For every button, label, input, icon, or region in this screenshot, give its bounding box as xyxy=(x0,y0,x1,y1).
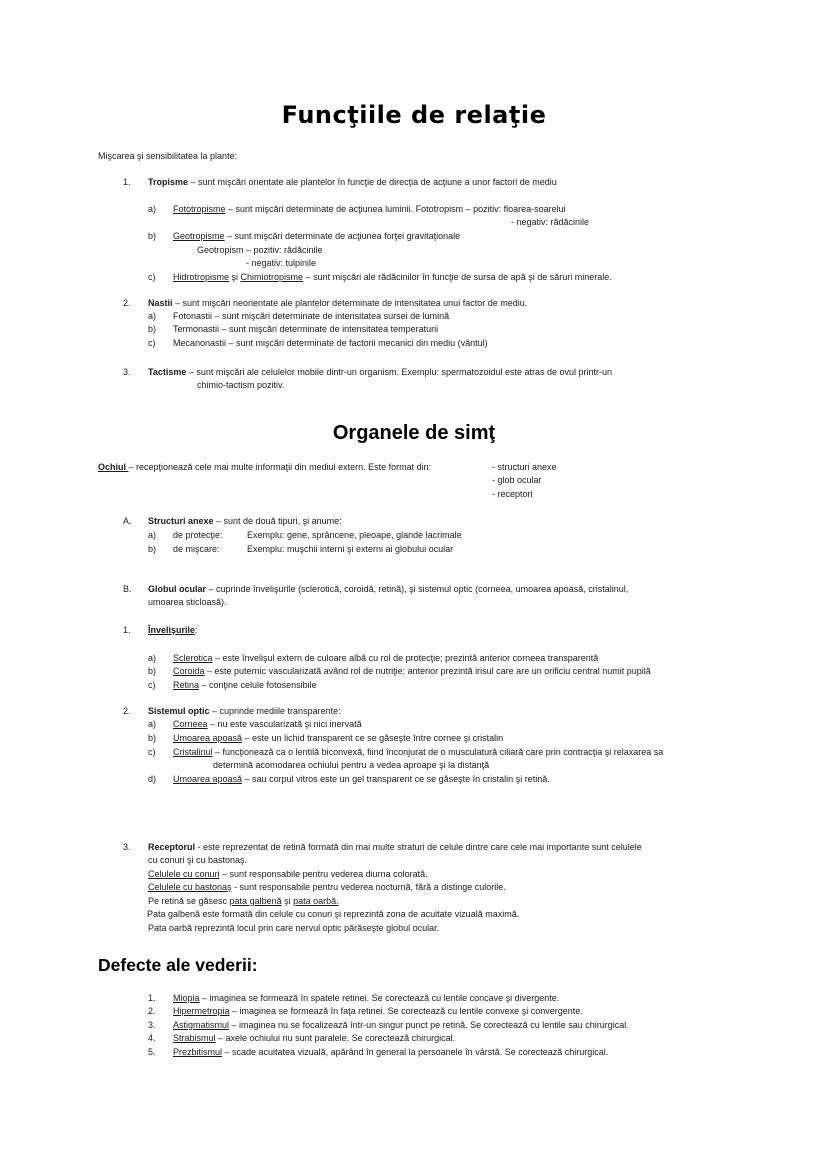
text-span: – sau corpul vitros este un gel transparent ce se găseşte în cristalin şi retină. xyxy=(242,774,550,784)
list-marker: d) xyxy=(148,774,157,784)
text-line xyxy=(173,543,220,555)
text-span: – sunt mişcări determinate de acţiunea luminii. Fototropism – pozitiv: floarea-soarelui xyxy=(225,204,566,214)
text-span: – sunt mişcări ale rădăcinilor în funcţie de sursa de apă şi de săruri minerale. xyxy=(303,272,612,282)
text-span: – sunt mişcări orientate ale plantelor în funcţie de direcţia de acţiune a unor factori de mediu xyxy=(188,177,557,187)
text-line xyxy=(173,310,449,322)
text-span: - negativ: tulpinile xyxy=(246,258,317,268)
text-line xyxy=(173,323,438,335)
bold-term: Nastii xyxy=(148,298,173,308)
underlined-term: Celulele cu conuri xyxy=(148,869,220,879)
text-span: - structuri anexe xyxy=(492,462,557,472)
text-line xyxy=(148,596,227,608)
text-line xyxy=(173,337,488,349)
text-line xyxy=(197,379,284,391)
text-line xyxy=(148,297,527,309)
text-span: de mişcare: xyxy=(173,544,220,554)
underlined-term: Celulele cu bastonaş xyxy=(148,882,232,892)
text-span: Mecanonastii – sunt mişcări determinate de factorii mecanici din mediu (vântul) xyxy=(173,338,488,348)
text-span: umoarea sticloasă). xyxy=(148,597,227,607)
text-span: cu conuri şi cu bastonaş. xyxy=(148,855,248,865)
list-marker: a) xyxy=(148,653,157,663)
underlined-term: Umoarea apoasă xyxy=(173,733,243,743)
list-marker: b) xyxy=(148,733,157,743)
text-span: – sunt de două tipuri, şi anume: xyxy=(213,516,342,526)
bold-term: Sistemul optic xyxy=(148,706,210,716)
text-span: – este un lichid transparent ce se găseşte între cornee şi cristalin xyxy=(242,733,504,743)
text-line xyxy=(173,1032,455,1044)
text-span: Pata oarbă reprezintă locul prin care nervul optic părăseşte globul ocular. xyxy=(148,923,440,933)
list-marker: 1. xyxy=(148,993,156,1003)
list-marker: b) xyxy=(148,544,157,554)
list-marker: c) xyxy=(148,272,156,282)
list-marker: 4. xyxy=(148,1033,156,1043)
text-line xyxy=(98,150,237,162)
underlined-term: Corneea xyxy=(173,719,208,729)
text-line xyxy=(511,216,589,228)
text-line xyxy=(173,746,663,758)
text-line xyxy=(173,1005,583,1017)
text-span: Fotonastii – sunt mişcări determinate de intensitatea sursei de lumină xyxy=(173,311,450,321)
text-span: – este puternic vascularizată având rol de nutriţie; anterior prezintă irisul care are un orificiu central numit pupilă xyxy=(204,666,651,676)
bold-term: Tropisme xyxy=(148,177,189,187)
text-line xyxy=(173,652,598,664)
text-span: - sunt responsabile pentru vederea nocturnă, fără a distinge culorile. xyxy=(231,882,506,892)
text-span: – imaginea se formează în spatele retinei. Se corectează cu lentile concave şi divergente. xyxy=(199,993,560,1003)
list-marker: 1. xyxy=(123,625,131,635)
bold-term: Învelişurile xyxy=(148,625,196,635)
list-marker: 3. xyxy=(123,842,131,852)
list-marker: 3. xyxy=(123,367,131,377)
bold-term: Tactisme xyxy=(148,367,187,377)
text-span: – imaginea se formează în faţa retinei. Se corectează cu lentile convexe şi convergente. xyxy=(229,1006,583,1016)
list-marker: B. xyxy=(123,584,132,594)
list-marker: a) xyxy=(148,311,157,321)
underlined-term: Strabismul xyxy=(173,1033,216,1043)
text-span: – cuprinde mediile transparente: xyxy=(209,706,341,716)
list-marker: 2. xyxy=(123,706,131,716)
bold-term: Receptorul xyxy=(148,842,196,852)
text-line xyxy=(247,543,453,555)
text-span: – cuprinde învelişurile (sclerotică, coroidă, retină), şi sistemul optic (corneea, umoarea apoasă, cristalinul, xyxy=(206,584,629,594)
text-line xyxy=(148,895,339,907)
underlined-term: Coroida xyxy=(173,666,205,676)
list-marker: 5. xyxy=(148,1047,156,1057)
text-line xyxy=(173,773,550,785)
text-span: – conţine celule fotosensibile xyxy=(199,680,317,690)
underlined-term: Chimiotropisme xyxy=(240,272,304,282)
text-line xyxy=(173,732,503,744)
text-span: şi xyxy=(281,896,294,906)
text-line xyxy=(147,908,519,920)
text-line xyxy=(148,922,439,934)
text-span: – sunt mişcări neorientate ale plantelor determinate de intensitatea unui factor de mediu. xyxy=(172,298,528,308)
section-heading-organs: Organele de simţ xyxy=(332,422,496,444)
text-line xyxy=(148,841,642,853)
underlined-term: Astigmatismul xyxy=(173,1020,230,1030)
underlined-term: Hipermetropia xyxy=(173,1006,230,1016)
list-marker: 3. xyxy=(148,1020,156,1030)
text-line xyxy=(492,474,542,486)
underlined-term: Retina xyxy=(173,680,200,690)
list-marker: 1. xyxy=(123,177,131,187)
bold-term: Globul ocular xyxy=(148,584,207,594)
text-span: - glob ocular xyxy=(492,475,542,485)
text-line xyxy=(173,718,362,730)
text-span: de protecţie: xyxy=(173,530,223,540)
text-line xyxy=(492,461,557,473)
text-span: determină acomodarea ochiului pentru a vedea aproape şi la distanţă xyxy=(213,760,490,770)
text-line xyxy=(98,461,431,473)
text-span: – sunt mişcări determinate de acţiunea forţei gravitaţionale xyxy=(224,231,461,241)
text-line xyxy=(173,1019,629,1031)
list-marker: b) xyxy=(148,231,157,241)
text-line xyxy=(148,176,557,188)
underlined-term: Fototropisme xyxy=(173,204,226,214)
list-marker: c) xyxy=(148,338,156,348)
list-marker: A. xyxy=(123,516,132,526)
text-line xyxy=(148,854,247,866)
text-line xyxy=(173,665,651,677)
text-line xyxy=(148,881,506,893)
underlined-term: Cristalinul xyxy=(173,747,213,757)
list-marker: 2. xyxy=(148,1006,156,1016)
text-span: – axele ochiului nu sunt paralele. Se corectează chirurgical. xyxy=(215,1033,456,1043)
underlined-term: Hidrotropisme xyxy=(173,272,230,282)
bold-term: Ochiul xyxy=(98,462,129,472)
list-marker: a) xyxy=(148,530,157,540)
text-span: Termonastii – sunt mişcări determinate de intensitatea temperaturii xyxy=(173,324,439,334)
text-line xyxy=(247,529,462,541)
text-span: - negativ: rădăcinile xyxy=(511,217,590,227)
underlined-term: Miopia xyxy=(173,993,200,1003)
underlined-term: pata galbenă xyxy=(229,896,282,906)
text-line xyxy=(148,515,342,527)
list-marker: b) xyxy=(148,324,157,334)
text-line xyxy=(148,583,628,595)
text-line xyxy=(148,624,198,636)
text-line xyxy=(246,257,316,269)
list-marker: c) xyxy=(148,680,156,690)
text-span: şi xyxy=(229,272,241,282)
text-span: Pe retină se găsesc xyxy=(148,896,230,906)
list-marker: 2. xyxy=(123,298,131,308)
text-span: – nu este vascularizată şi nici inervată xyxy=(207,719,362,729)
text-line xyxy=(492,488,533,500)
text-line xyxy=(173,1046,608,1058)
text-span: - receptori xyxy=(492,489,533,499)
text-span: - este reprezentat de retină formată din mai multe straturi de celule dintre care cele mai importante sunt celulele xyxy=(195,842,642,852)
text-line xyxy=(148,705,341,717)
text-span: Exemplu: muşchii interni şi externi ai globului ocular xyxy=(247,544,454,554)
text-span: : xyxy=(195,625,198,635)
page-title: Funcţiile de relaţie xyxy=(281,101,547,129)
underlined-term: Sclerotica xyxy=(173,653,213,663)
text-line xyxy=(173,230,460,242)
text-line xyxy=(197,244,323,256)
list-marker: c) xyxy=(148,747,156,757)
underlined-term: Geotropisme xyxy=(173,231,225,241)
list-marker: b) xyxy=(148,666,157,676)
text-span: – scade acuitatea vizuală, apărând în general la persoanele în vârstă. Se corectează chirurgical. xyxy=(222,1047,609,1057)
underlined-term: pata oarbă. xyxy=(293,896,339,906)
text-span: Mişcarea şi sensibilitatea la plante: xyxy=(98,151,238,161)
underlined-term: Umoarea apoasă xyxy=(173,774,243,784)
bold-term: Structuri anexe xyxy=(148,516,214,526)
list-marker: a) xyxy=(148,204,157,214)
text-line xyxy=(173,679,317,691)
text-span: chimio-tactism pozitiv. xyxy=(197,380,285,390)
text-line xyxy=(173,271,612,283)
text-span: Pata galbenă este formată din celule cu conuri şi reprezintă zona de acuitate vizuală maximă. xyxy=(147,909,520,919)
text-line xyxy=(173,992,559,1004)
text-line xyxy=(173,529,223,541)
text-line xyxy=(173,203,566,215)
section-heading-defects: Defecte ale vederii: xyxy=(98,955,258,975)
text-line xyxy=(148,366,612,378)
text-span: Exemplu: gene, sprâncene, pleoape, glande lacrimale xyxy=(247,530,462,540)
text-span: – recepţionează cele mai multe informaţii din mediul extern. Este format din: xyxy=(128,462,432,472)
text-span: – imaginea nu se focalizează într-un singur punct pe retină. Se corectează cu lentile sau chirurgical. xyxy=(229,1020,629,1030)
text-span: – sunt mişcări ale celulelor mobile dintr-un organism. Exemplu: spermatozoidul este atras de ovul printr-un xyxy=(186,367,613,377)
text-line xyxy=(213,759,489,771)
text-span: – este învelişul extern de culoare albă cu rol de protecţie; prezintă anterior corneea transparentă xyxy=(212,653,599,663)
text-span: – funcţionează ca o lentilă biconvexă, fiind înconjurat de o musculatură ciliară care prin contracţia şi relaxarea sa xyxy=(212,747,664,757)
list-marker: a) xyxy=(148,719,157,729)
text-span: Geotropism – pozitiv: rădăcinile xyxy=(197,245,323,255)
underlined-term: Prezbitismul xyxy=(173,1047,223,1057)
text-span: – sunt responsabile pentru vederea diurna colorată. xyxy=(219,869,428,879)
text-line xyxy=(148,868,428,880)
